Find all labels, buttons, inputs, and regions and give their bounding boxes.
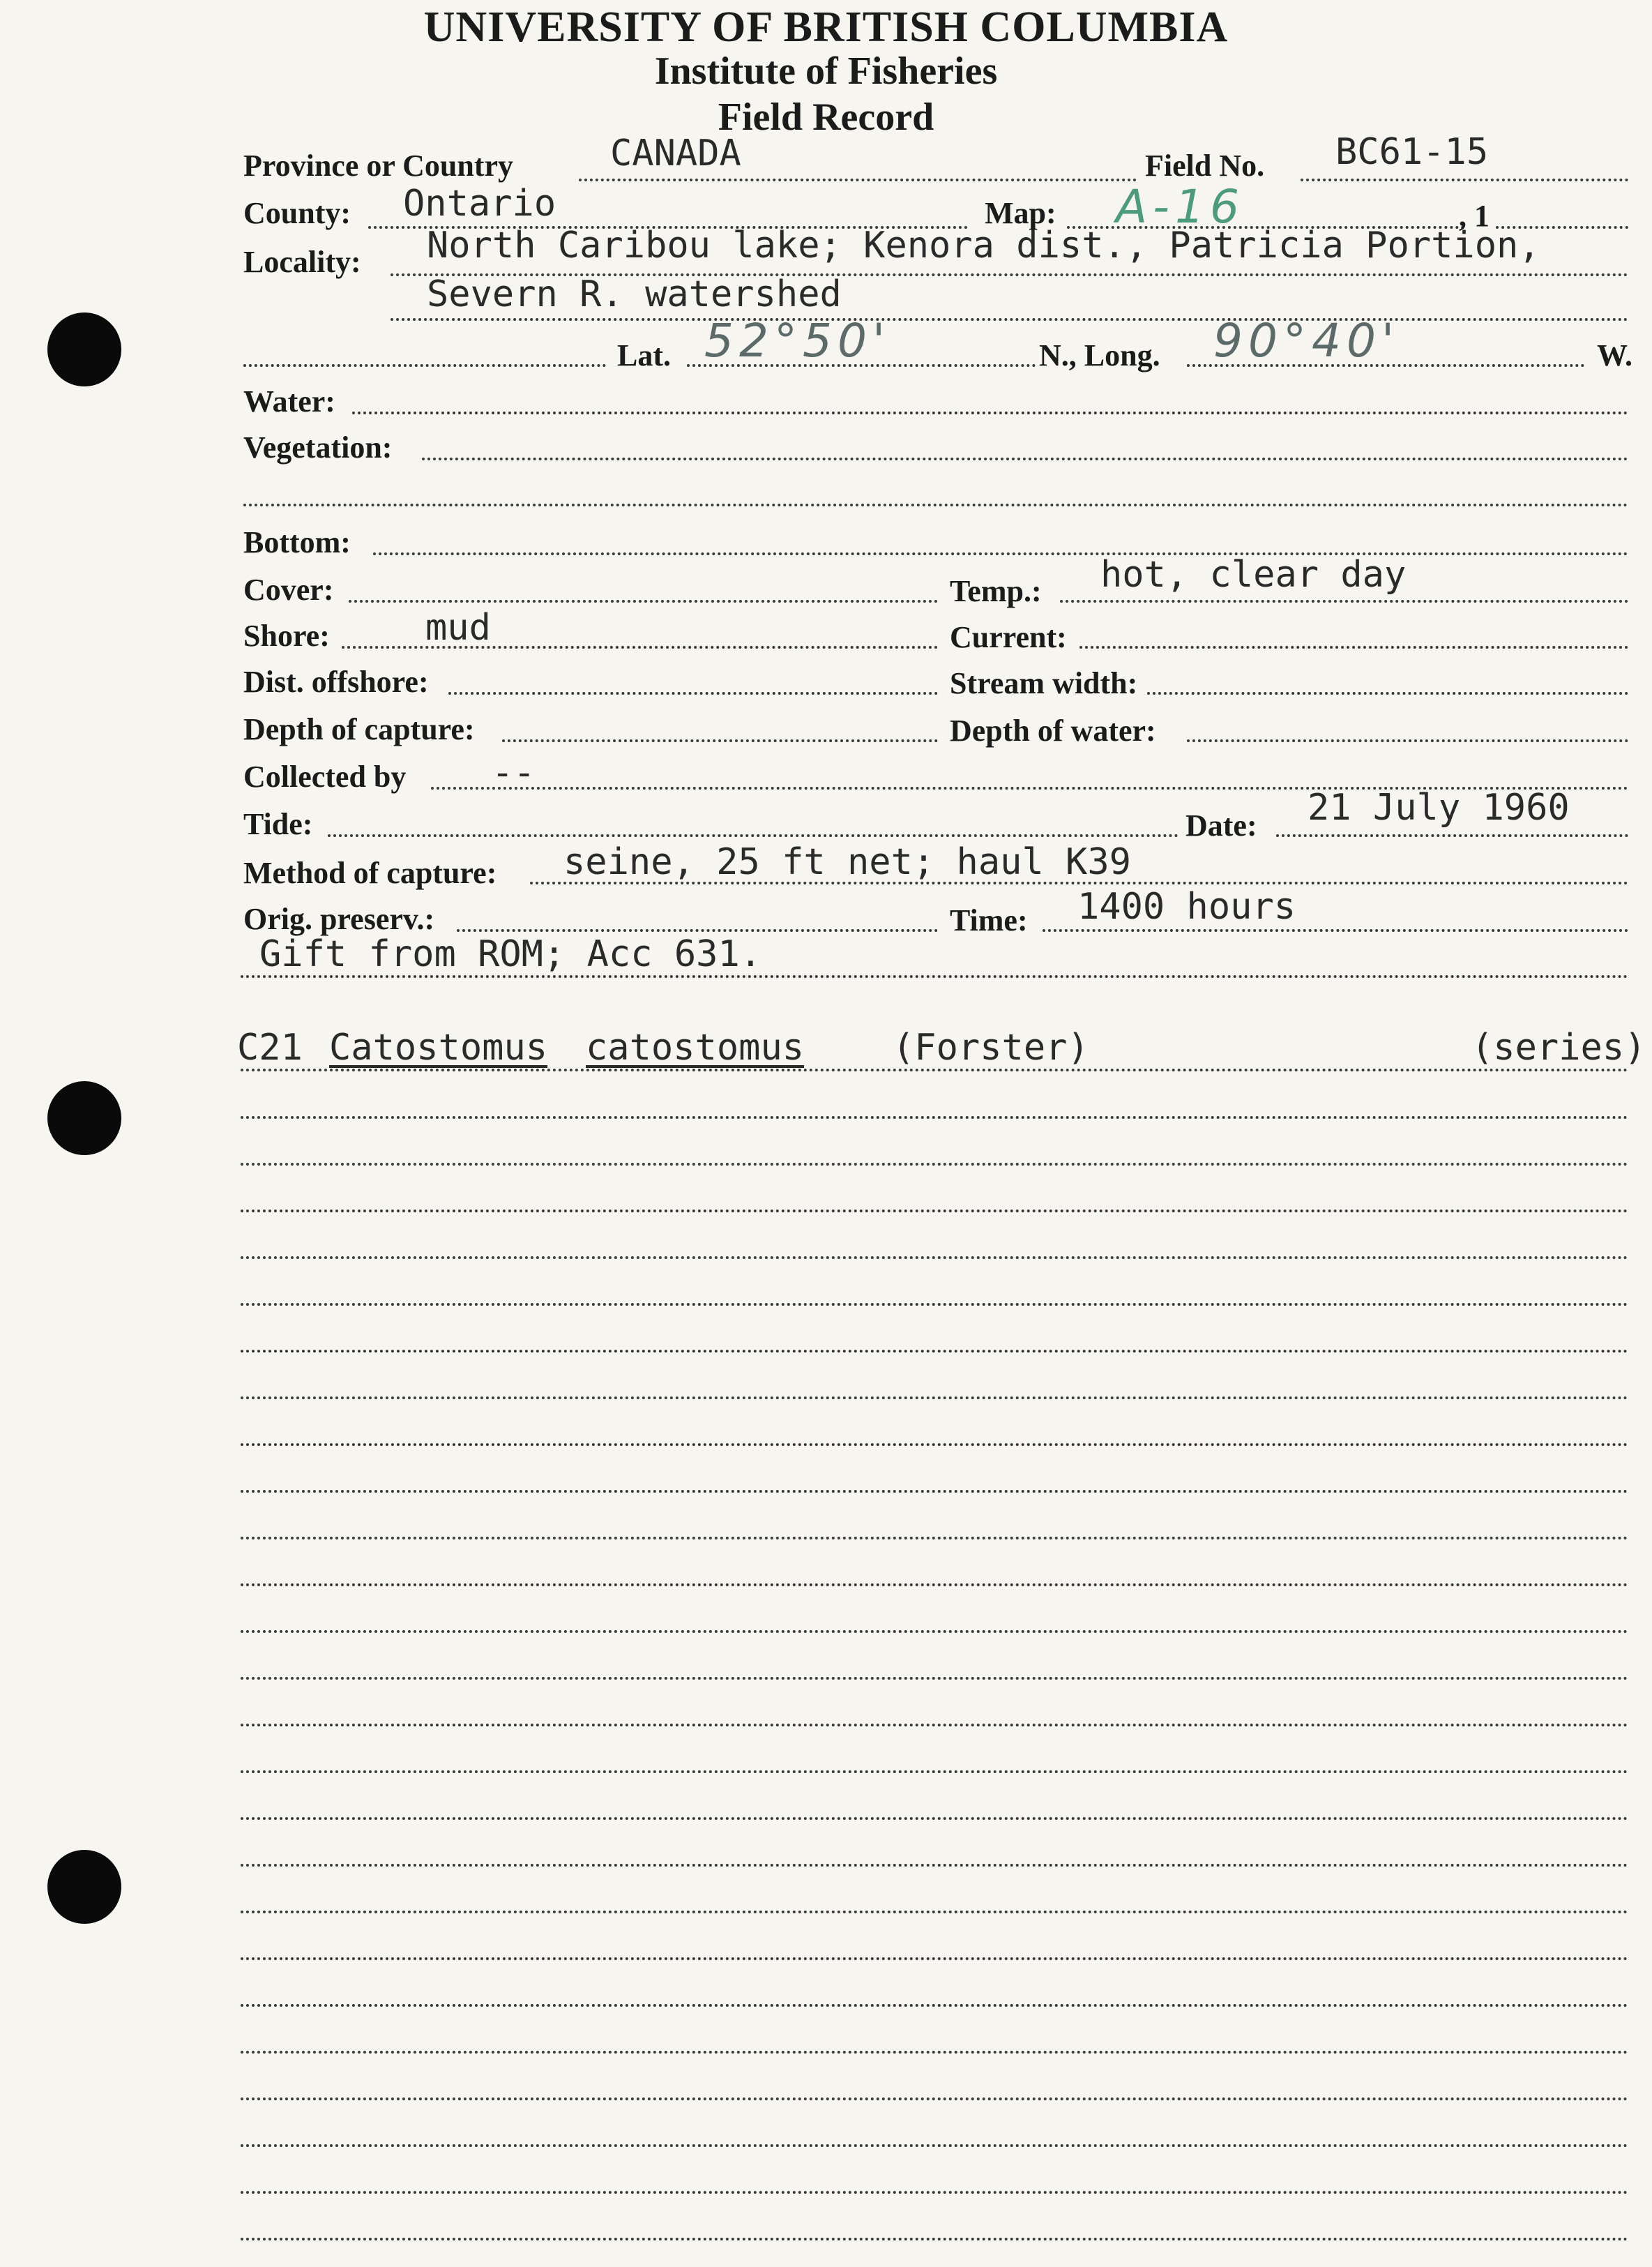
vegetation-line-2 [243, 504, 1628, 506]
dist-offshore-line [448, 692, 938, 695]
ruled-line [241, 1677, 1628, 1680]
ruled-line [241, 2144, 1628, 2147]
binder-hole [47, 312, 121, 386]
current-line [1079, 646, 1628, 649]
ruled-line [241, 1630, 1628, 1633]
ruled-line [241, 2097, 1628, 2100]
field-no-label: Field No. [1145, 149, 1265, 183]
province-label: Province or Country [243, 149, 513, 183]
orig-preserv-label: Orig. preserv.: [243, 902, 435, 936]
locality-line-2 [391, 318, 1628, 321]
current-label: Current: [950, 620, 1067, 654]
dist-offshore-label: Dist. offshore: [243, 665, 429, 699]
field-no-value: BC61-15 [1335, 131, 1489, 173]
binder-hole [47, 1081, 121, 1155]
collected-by-label: Collected by [243, 760, 407, 794]
method-value: seine, 25 ft net; haul K39 [563, 841, 1131, 883]
vegetation-line-1 [422, 458, 1628, 460]
cover-label: Cover: [243, 573, 334, 607]
ruled-line [241, 1957, 1628, 1960]
ruled-line [241, 1256, 1628, 1259]
ruled-line [241, 2238, 1628, 2240]
locality-value-1: North Caribou lake; Kenora dist., Patricia Portion, [427, 225, 1540, 266]
temp-line [1060, 600, 1628, 603]
temp-label: Temp.: [950, 574, 1042, 608]
ruled-line [241, 1443, 1628, 1446]
locality-label: Locality: [243, 245, 361, 279]
date-label: Date: [1185, 808, 1257, 843]
long-label: N., Long. [1039, 338, 1160, 372]
depth-capture-label: Depth of capture: [243, 712, 475, 746]
lat-prefix-line [243, 364, 606, 367]
species-epithet: catostomus [586, 1027, 805, 1069]
species-line [241, 1069, 1628, 1071]
species-code: C21 [237, 1027, 303, 1069]
ruled-line [241, 1396, 1628, 1399]
county-label: County: [243, 196, 351, 230]
tide-line [328, 834, 1179, 837]
ruled-line [241, 1163, 1628, 1166]
species-genus: Catostomus [329, 1027, 548, 1069]
ruled-line [241, 1350, 1628, 1353]
tide-label: Tide: [243, 807, 313, 841]
depth-water-label: Depth of water: [950, 714, 1156, 748]
water-label: Water: [243, 384, 335, 419]
university-title: UNIVERSITY OF BRITISH COLUMBIA [423, 3, 1229, 51]
note-line [241, 975, 1628, 978]
time-value: 1400 hours [1077, 886, 1296, 928]
bottom-line [373, 552, 1628, 555]
lat-label: Lat. [617, 338, 671, 372]
orig-preserv-line [457, 929, 938, 932]
ruled-line [241, 1911, 1628, 1913]
province-line [579, 179, 1137, 181]
field-no-line [1301, 179, 1628, 181]
depth-capture-line [502, 739, 938, 742]
map-value: A-16 [1116, 180, 1245, 234]
ruled-line [241, 1817, 1628, 1820]
temp-value: hot, clear day [1100, 554, 1407, 596]
shore-value: mud [425, 607, 491, 649]
ruled-line [241, 1490, 1628, 1493]
cover-line [349, 600, 938, 603]
note-value: Gift from ROM; Acc 631. [259, 933, 762, 975]
bottom-label: Bottom: [243, 525, 351, 559]
method-label: Method of capture: [243, 856, 497, 890]
ruled-line [241, 1303, 1628, 1306]
depth-water-line [1187, 739, 1628, 742]
ruled-line [241, 2004, 1628, 2007]
vegetation-label: Vegetation: [243, 430, 393, 465]
stream-width-line [1147, 692, 1628, 695]
time-label: Time: [950, 903, 1028, 937]
ruled-line [241, 2051, 1628, 2054]
map-label: Map: [985, 196, 1056, 230]
ruled-line [241, 1770, 1628, 1773]
county-value: Ontario [403, 183, 556, 225]
binder-hole [47, 1850, 121, 1924]
time-line [1043, 929, 1628, 932]
map-suffix: , 1 [1459, 199, 1490, 233]
ruled-line [241, 1537, 1628, 1539]
record-title: Field Record [718, 96, 934, 139]
ruled-line [241, 1864, 1628, 1867]
collected-by-value: -- [492, 752, 536, 794]
ruled-line [241, 1724, 1628, 1726]
species-note: (series) [1471, 1027, 1646, 1069]
locality-value-2: Severn R. watershed [427, 273, 842, 315]
water-line [352, 412, 1628, 414]
long-value: 90°40' [1213, 314, 1400, 368]
species-author: (Forster) [893, 1027, 1089, 1069]
ruled-line [241, 1583, 1628, 1586]
stream-width-label: Stream width: [950, 666, 1138, 700]
ruled-line [241, 1210, 1628, 1212]
ruled-line [241, 2191, 1628, 2194]
ruled-line [241, 1116, 1628, 1119]
province-value: CANADA [610, 133, 741, 174]
institute-title: Institute of Fisheries [654, 50, 998, 93]
shore-label: Shore: [243, 619, 330, 653]
w-label: W. [1597, 338, 1632, 372]
lat-value: 52°50' [704, 314, 891, 368]
date-value: 21 July 1960 [1308, 787, 1570, 829]
date-line [1276, 834, 1628, 837]
